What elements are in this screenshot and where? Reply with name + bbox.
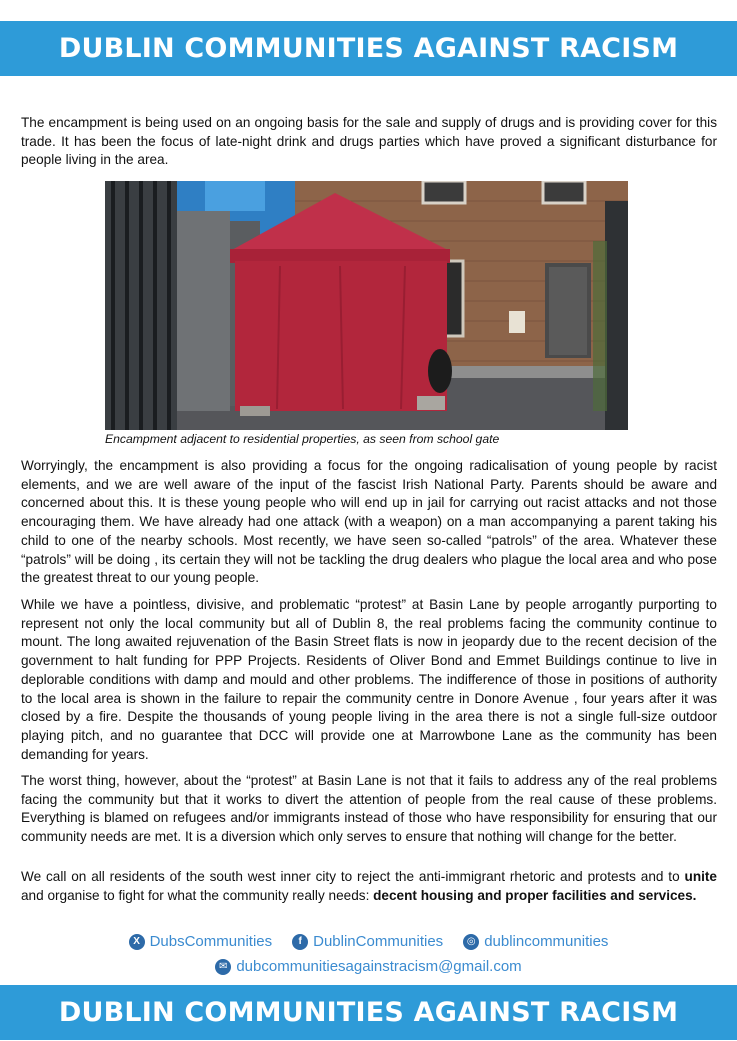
facebook-handle: DublinCommunities <box>313 933 444 950</box>
instagram-link[interactable] <box>463 933 608 950</box>
twitter-link[interactable] <box>129 933 273 950</box>
email-icon: ✉ <box>215 959 231 975</box>
facebook-link[interactable] <box>292 933 443 950</box>
facebook-icon: f <box>292 934 308 950</box>
instagram-icon: ◎ <box>463 934 479 950</box>
paragraph-community-problems: While we have a pointless, divisive, and problematic “protest” at Basin Lane by people arrogantly purporting to represent not only the local community but all of Dublin 8, the real problems facing the community continue to mount. The long awaited rejuvenation of the Basin Street flats is now in jeopardy due to the recent decision of the government to halt funding for PPP Projects. Residents of Oliver Bond and Emmet Buildings continue to live in deplorable conditions with damp and mould and other problems. The indifference of those in positions of authority to the local area is shown in the failure to repair the community centre in Donore Avenue , four years after it was closed by a fire. Despite the thousands of young people living in the area there is not a single full-size outdoor playing pitch, and no guarantee that DCC will provide one at Marrowbone Lane as the community has been demanding for years. <box>21 597 717 762</box>
header-banner <box>0 21 737 76</box>
header-title: DUBLIN COMMUNITIES AGAINST RACISM <box>58 33 679 64</box>
social-links <box>0 933 737 950</box>
cta-text-middle: and organise to fight for what the community really needs: <box>21 887 374 903</box>
paragraph-diversion: The worst thing, however, about the “protest” at Basin Lane is not that it fails to address any of the real problems facing the community but that it works to divert the attention of people from the real cause of these problems. Everything is blamed on refugees and/or immigrants instead of those who have responsibility for ensuring that our community needs are met. It is a diversion which only serves to ensure that nothing will change for the better. <box>21 773 717 845</box>
paragraph-drugs: The encampment is being used on an ongoing basis for the sale and supply of drugs and is providing cover for this trade. It has been the focus of late-night drink and drugs parties which have proved a significant disturbance for people living in the area. <box>21 115 717 168</box>
x-logo-icon: X <box>129 934 145 950</box>
cta-text-start: We call on all residents of the south west inner city to reject the anti-immigrant rhetoric and protests and to <box>21 869 685 884</box>
email-address: dubcommunitiesagainstracism@gmail.com <box>236 958 522 975</box>
footer-banner <box>0 985 737 1040</box>
footer-title: DUBLIN COMMUNITIES AGAINST RACISM <box>58 997 679 1028</box>
cta-unite: unite <box>684 869 717 884</box>
paragraph-call-to-action <box>21 868 717 905</box>
paragraph-radicalisation: Worryingly, the encampment is also providing a focus for the ongoing radicalisation of young people by racist elements, and we are well aware of the input of the fascist Irish National Party. Parents should be aware and concerned about this. It is these young people who will end up in jail for carrying out racist attacks and not those encouraging them. We have already had one attack (with a weapon) on a man accompanying a parent taking his child to one of the nearby schools. Most recently, we have seen so-called “patrols” of the area. Whatever these “patrols” will be doing , its certain they will not be tackling the drug dealers who plague the local area and who pose the greatest threat to our young people. <box>21 458 717 586</box>
email-link[interactable] <box>215 958 521 975</box>
encampment-photo <box>105 181 628 430</box>
email-row <box>0 958 737 975</box>
photo-caption: Encampment adjacent to residential properties, as seen from school gate <box>105 432 500 446</box>
cta-demands: decent housing and proper facilities and services. <box>373 887 697 903</box>
twitter-handle: DubsCommunities <box>149 933 273 950</box>
instagram-handle: dublincommunities <box>484 933 609 950</box>
